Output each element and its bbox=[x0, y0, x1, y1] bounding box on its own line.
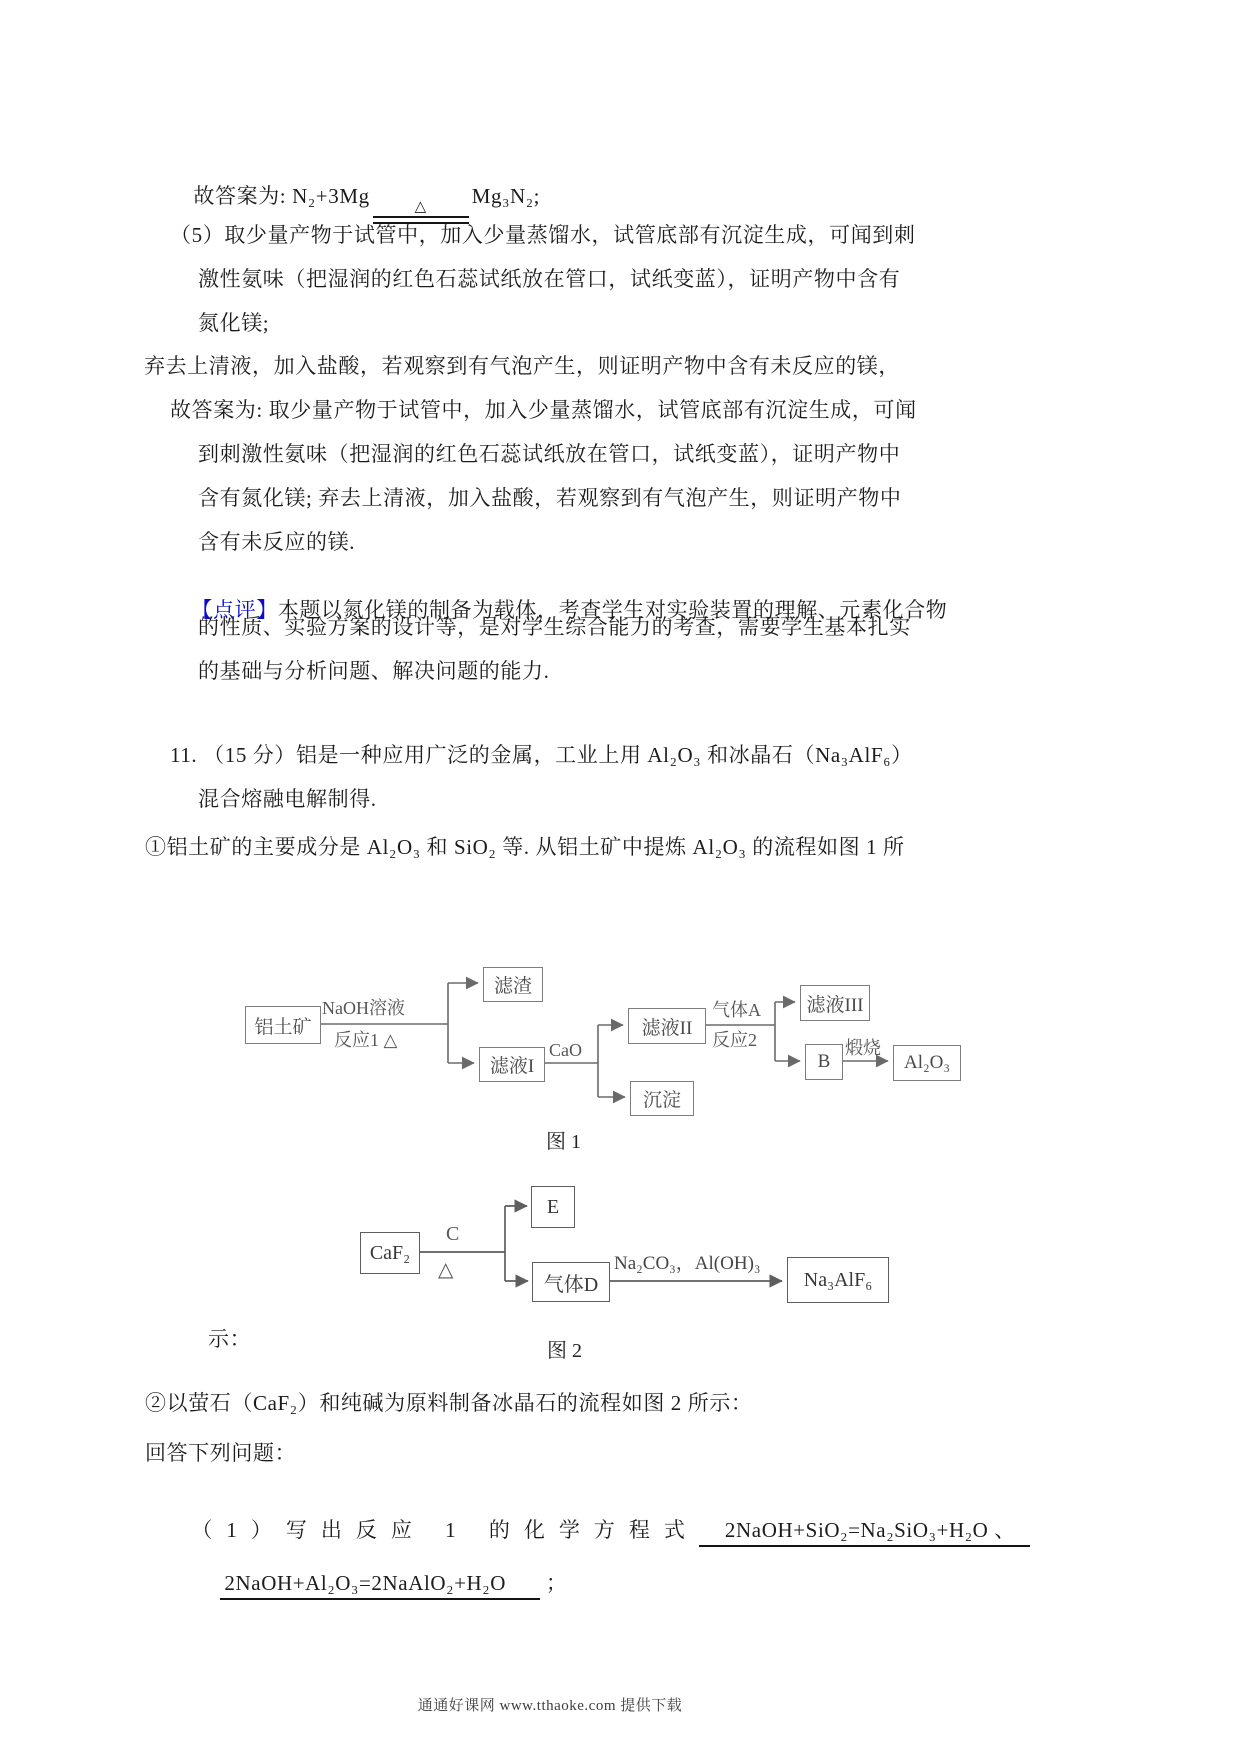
question-1-answer-2: 2NaOH+Al₂O₃=2NaAlO₂+H₂O bbox=[220, 1571, 540, 1600]
fig1-label-naoh-solution: NaOH溶液 bbox=[322, 998, 405, 1018]
figure-1-flow-diagram bbox=[0, 955, 1240, 1160]
fig2-label-reagents: Na₂CO₃，Al(OH)₃ bbox=[614, 1253, 761, 1274]
figure-1-caption: 图 1 bbox=[546, 1131, 581, 1153]
comment-line-2: 的性质、实验方案的设计等，是对学生综合能力的考查，需要学生基本扎实 bbox=[198, 615, 911, 639]
fig1-label-calcine: 煅烧 bbox=[845, 1038, 881, 1058]
question-1-answer-line-2 bbox=[197, 1543, 567, 1625]
fig1-label-gas-a: 气体A bbox=[712, 1000, 761, 1020]
paragraph-7-line-4: 含有未反应的镁. bbox=[198, 530, 356, 554]
answer-terminator: ； bbox=[540, 1571, 568, 1596]
question-11-sub2: ②以萤石（CaF₂）和纯碱为原料制备冰晶石的流程如图 2 所示： bbox=[145, 1391, 753, 1415]
fig2-box-caf2: CaF₂ bbox=[360, 1232, 420, 1274]
paragraph-6: 弃去上清液，加入盐酸，若观察到有气泡产生，则证明产物中含有未反应的镁， bbox=[144, 354, 900, 378]
fig1-label-reaction1-delta: 反应1 △ bbox=[334, 1030, 398, 1050]
figure-2-caption: 图 2 bbox=[547, 1340, 582, 1362]
answer-separator: 、 bbox=[988, 1518, 1016, 1543]
fig1-box-filtrate-1: 滤液I bbox=[479, 1047, 545, 1082]
paragraph-7-line-1: 故答案为: 取少量产物于试管中，加入少量蒸馏水，试管底部有沉淀生成，可闻 bbox=[170, 398, 917, 422]
fig1-box-al2o3: Al₂O₃ bbox=[893, 1045, 961, 1081]
fig1-label-reaction2: 反应2 bbox=[712, 1030, 757, 1050]
comment-tag: 【点评】 bbox=[191, 598, 278, 623]
figure-1-arrows bbox=[0, 955, 1240, 1160]
continuation-shi: 示： bbox=[208, 1327, 252, 1351]
comment-line-3: 的基础与分析问题、解决问题的能力. bbox=[198, 659, 550, 683]
figure-2-flow-diagram bbox=[0, 1180, 1240, 1380]
site-footer: 通通好课网 www.tthaoke.com 提供下载 bbox=[417, 1698, 683, 1714]
question-1-label: （1）写出反应 1 的化学方程式 bbox=[191, 1518, 699, 1543]
question-11-sub3: 回答下列问题： bbox=[145, 1441, 297, 1465]
paragraph-7-line-3: 含有氮化镁; 弃去上清液，加入盐酸，若观察到有气泡产生，则证明产物中 bbox=[198, 486, 902, 510]
reaction-condition bbox=[373, 200, 469, 224]
paragraph-5-line-2: 激性氨味（把湿润的红色石蕊试纸放在管口，试纸变蓝），证明产物中含有 bbox=[198, 267, 901, 291]
fig1-box-residue: 滤渣 bbox=[483, 967, 543, 1002]
question-1-answer-1 bbox=[699, 1518, 1030, 1547]
paragraph-5-line-1: （5）取少量产物于试管中，加入少量蒸馏水，试管底部有沉淀生成，可闻到刺 bbox=[170, 223, 916, 247]
fig1-box-filtrate-2: 滤液II bbox=[628, 1008, 706, 1044]
fig1-box-b: B bbox=[805, 1044, 843, 1080]
question-11-line-1: 11. （15 分）铝是一种应用广泛的金属，工业上用 Al₂O₃ 和冰晶石（Na₃AlF₆） bbox=[170, 743, 913, 767]
question-11-line-2: 混合熔融电解制得. bbox=[198, 787, 377, 811]
answer-formula-1: 2NaOH+SiO₂=Na₂SiO₃+H₂O bbox=[724, 1518, 989, 1543]
fig1-box-filtrate-3: 滤液III bbox=[800, 985, 870, 1021]
comment-text-1: 本题以氮化镁的制备为载体，考查学生对实验装置的理解、元素化合物 bbox=[277, 598, 948, 623]
fig2-label-delta-icon: △ bbox=[438, 1259, 454, 1281]
paragraph-7-line-2: 到刺激性氨味（把湿润的红色石蕊试纸放在管口，试纸变蓝），证明产物中 bbox=[198, 442, 901, 466]
fig2-label-c: C bbox=[446, 1223, 460, 1245]
equation-rhs: Mg₃N₂; bbox=[471, 184, 541, 209]
equation-lhs: N₂+3Mg bbox=[292, 184, 370, 209]
fig2-box-gas-d: 气体D bbox=[532, 1262, 610, 1302]
delta-condition-icon: △ bbox=[414, 199, 427, 216]
fig2-box-na3alf6: Na₃AlF₆ bbox=[787, 1257, 889, 1303]
answer-prefix: 故答案为: bbox=[193, 184, 293, 209]
fig1-box-precipitate: 沉淀 bbox=[630, 1081, 694, 1116]
fig1-box-bauxite: 铝土矿 bbox=[245, 1006, 321, 1044]
fig2-box-e: E bbox=[531, 1186, 575, 1228]
question-11-sub1: ①铝土矿的主要成分是 Al₂O₃ 和 SiO₂ 等. 从铝土矿中提炼 Al₂O₃ 的流程如图 1 所 bbox=[145, 835, 905, 859]
fig1-label-cao: CaO bbox=[549, 1040, 582, 1060]
paragraph-5-line-3: 氮化镁; bbox=[198, 311, 270, 335]
figure-2-arrows bbox=[0, 1180, 1240, 1380]
